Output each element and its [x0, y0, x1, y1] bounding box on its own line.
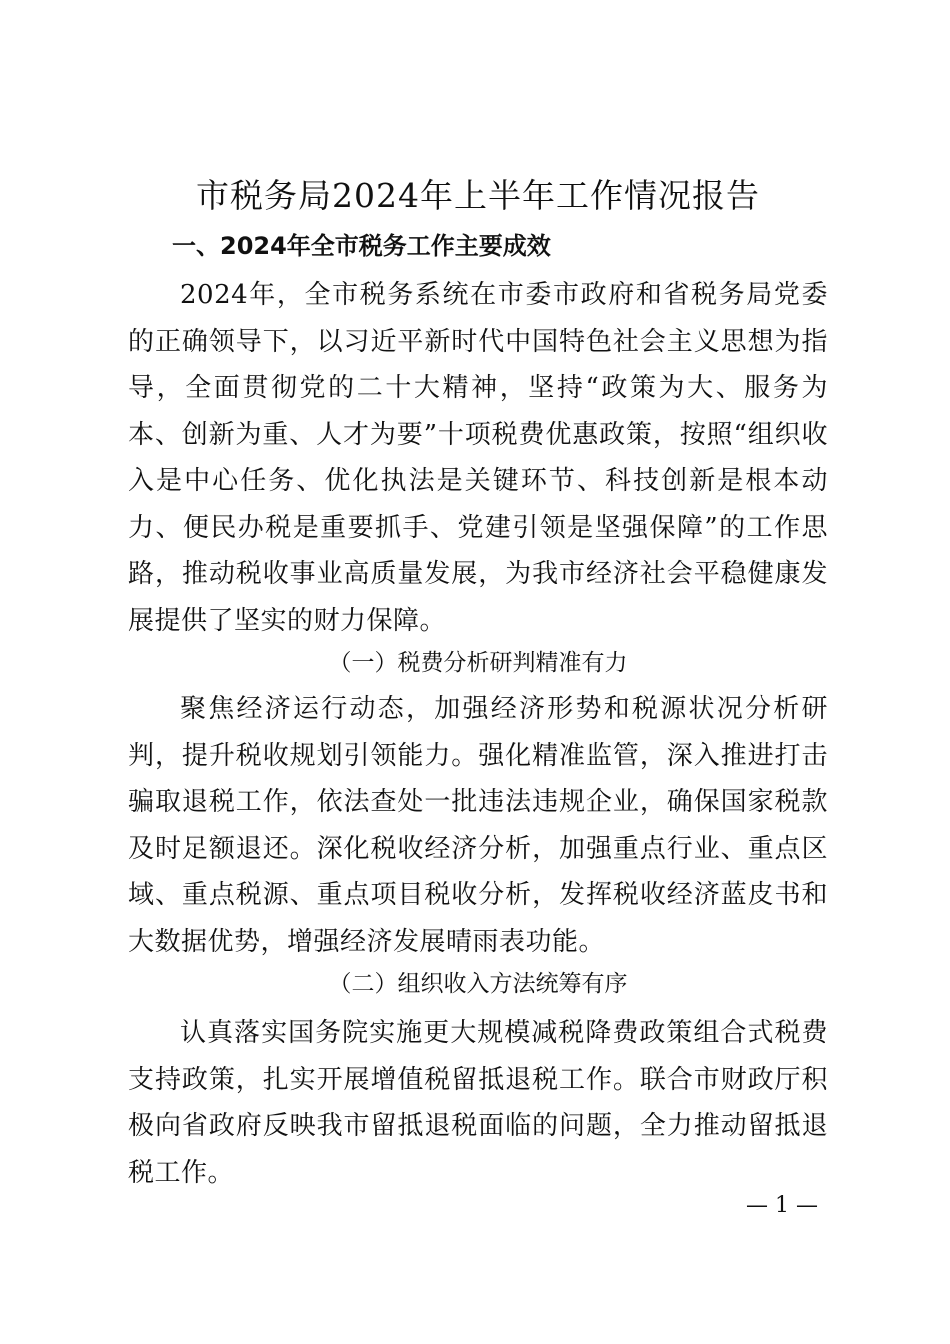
subsection-heading: （一）税费分析研判精准有力 — [328, 650, 628, 676]
body-paragraph: 聚焦经济运行动态，加强经济形势和税源状况分析研判，提升税收规划引领能力。强化精准监管，深入推进打击骗取退税工作，依法查处一批违法违规企业，确保国家税款及时足额退还。深化税收经济分析，加强重点行业、重点区域、重点税源、重点项目税收分析，发挥税收经济蓝皮书和大数据优势，增强经济发展晴雨表功能。 — [128, 694, 828, 957]
page-number: — 1 — — [746, 1193, 818, 1218]
document-title: 市税务局2024年上半年工作情况报告 — [196, 176, 760, 215]
section-heading: 一、2024年全市税务工作主要成效 — [172, 232, 551, 260]
body-paragraph: 认真落实国务院实施更大规模减税降费政策组合式税费支持政策，扎实开展增值税留抵退税工作。联合市财政厅积极向省政府反映我市留抵退税面临的问题，全力推动留抵退税工作。 — [128, 1018, 828, 1188]
body-paragraph: 2024年，全市税务系统在市委市政府和省税务局党委的正确领导下，以习近平新时代中国特色社会主义思想为指导，全面贯彻党的二十大精神，坚持“政策为大、服务为本、创新为重、人才为要”十项税费优惠政策，按照“组织收入是中心任务、优化执法是关键环节、科技创新是根本动力、便民办税是重要抓手、党建引领是坚强保障”的工作思路，推动税收事业高质量发展，为我市经济社会平稳健康发展提供了坚实的财力保障。 — [128, 280, 828, 636]
subsection-heading: （二）组织收入方法统筹有序 — [328, 971, 628, 997]
